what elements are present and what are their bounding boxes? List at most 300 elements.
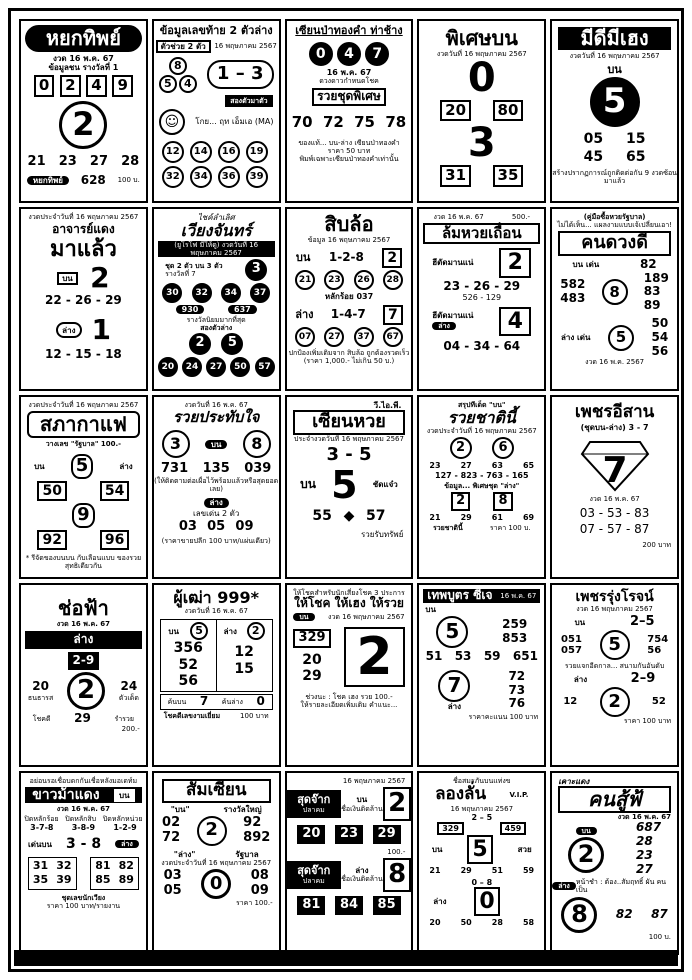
top-seq: 3 - 5	[326, 443, 372, 465]
tag: บน	[293, 613, 314, 621]
main-number: 5	[467, 835, 492, 864]
circle-number: 2	[189, 333, 211, 355]
label-top: บน	[57, 272, 78, 285]
price: 200 บาท	[642, 540, 671, 549]
grid-number: 34	[190, 166, 212, 188]
number: 21	[429, 512, 441, 522]
circle-number: 2	[197, 816, 227, 846]
number: 72	[322, 112, 344, 131]
main-number: 4	[499, 307, 531, 336]
card-two-digit-info: ข้อมูลเลขท้าย 2 ตัวล่าง ตัวช่วย 2 ตัว 16 พฤษภาคม 2567 8 5 4 1 – 3 สองตัวมาตัว ☺ โกย... ฤท เอ็มเอ (MA) 12 14 16 19 32 34 36 39	[152, 19, 281, 203]
number: 89	[118, 873, 134, 887]
circle-number: 5	[436, 616, 468, 648]
subtitle: ไม่ได้เห็น... แผลงามแบบเจ้เปลี่ยนเอา!	[557, 221, 673, 230]
number: 50	[37, 481, 66, 501]
digit-box: 2	[60, 75, 80, 96]
card-date: งวด 16 พฤษภาคม 2567	[576, 605, 653, 614]
card-phu-thao-999	[152, 583, 281, 767]
card-title: ลองลั่น	[435, 784, 487, 805]
price: 100.-	[387, 847, 406, 856]
number: 81	[95, 858, 111, 872]
column-label: ปิดหลักหน่วย	[102, 815, 143, 824]
number: 057	[561, 645, 582, 657]
price: (ราคาขายปลีก 100 บาท/แผ่นเดียว)	[161, 536, 271, 545]
number: 27	[89, 153, 109, 169]
number: 20	[429, 917, 441, 927]
face-icon: ☺	[159, 109, 185, 135]
card-title: รวยชาตินี้	[447, 408, 516, 428]
number: 50	[230, 357, 250, 377]
footer-number: 628	[80, 172, 106, 187]
box-number: 8	[493, 492, 512, 511]
number: 81	[297, 896, 325, 915]
tri-circle: 4	[179, 75, 197, 93]
number: 83	[643, 284, 661, 299]
box-number: 329	[293, 629, 330, 648]
top-text: ให้โชคสำหรับนักเสี่ยงโชค 3 ประการ	[293, 589, 405, 597]
price: ราคา 100 บาท	[623, 717, 671, 726]
number: 23	[335, 825, 363, 844]
card-date: ข้อมูล 16 พฤษภาคม 2567	[307, 236, 391, 244]
circle-number: 7	[438, 670, 470, 702]
label-top: บน	[34, 461, 45, 471]
footer: ช่วงนะ : โชค เฮง รวย 100.-	[305, 692, 393, 701]
label: ฮีตัดมานแน่	[432, 310, 474, 320]
number: 84	[335, 896, 363, 915]
number: 61	[491, 512, 503, 522]
side-label: สวย	[517, 845, 532, 855]
circle-number: 5	[221, 333, 243, 355]
label: รางวัลนิยมมากที่สุด	[186, 315, 246, 324]
card-title: เพชรรุ่งโรจน์	[575, 589, 654, 605]
number: 07	[295, 327, 315, 347]
tag: สรุปทีเด็ด "บน"	[458, 401, 506, 409]
price: ราคาคะแนน 100 บาท	[468, 713, 539, 722]
number: 29	[74, 710, 91, 725]
subtitle: ดวงดาวกำหนดโชค	[319, 76, 379, 85]
number: 82	[118, 858, 134, 872]
label: ธนธารส	[27, 693, 54, 702]
number: 853	[502, 630, 528, 645]
number: 754	[647, 633, 669, 645]
number: 731	[161, 461, 189, 477]
card-phet-rung-rot	[550, 583, 679, 767]
number: 75	[354, 112, 375, 131]
main-seq: 3 - 8	[66, 836, 102, 853]
card-som-sian	[152, 771, 281, 955]
note: ปกป้องเพิ่มเติมจาก สิบล้อ ถูกต้องรวดเร็ว	[288, 349, 410, 358]
seq: 1-2-9	[113, 823, 137, 833]
card-date: งวดวันที่ 16 พ.ค. 67	[184, 401, 248, 409]
top-circle: 2	[382, 248, 402, 268]
top-seq: 1-2-8	[328, 250, 364, 265]
label: บน	[205, 440, 228, 449]
number: 0	[256, 693, 265, 708]
card-title: เทพบูตร ซีเจ	[427, 588, 493, 602]
number: 59	[522, 866, 535, 876]
card-title: เพชรอีสาน	[574, 402, 655, 422]
grid-number: 12	[162, 141, 184, 163]
card-subtitle: ข้อมูลชน รางวัลที่ 1	[48, 63, 119, 73]
tag: ล่าง	[432, 322, 456, 330]
brand-sub: ปลาคม	[302, 806, 325, 815]
digit-box: 4	[86, 75, 106, 96]
card-lom-huay-thuean	[417, 207, 546, 391]
card-date: งวด 16 พ.ค. 67	[433, 213, 484, 221]
card-long-lan	[417, 771, 546, 955]
number: 12	[563, 696, 578, 708]
subtitle: ชื่อเงินติดล้าน	[341, 804, 383, 813]
card-date: 16 พฤษภาคม 2567	[214, 42, 277, 51]
number: 23	[636, 847, 653, 862]
card-title: ข้อมูลเลขท้าย 2 ตัวล่าง	[159, 24, 273, 37]
nums: 04 - 34 - 64	[443, 338, 521, 353]
card-title: สิบล้อ	[324, 212, 374, 236]
card-date: งวด 16 พ.ค. 2567	[585, 358, 645, 367]
card-title: หยกทิพย์	[25, 25, 142, 52]
footer-brand: หยกทิพย์	[27, 176, 69, 185]
number: 65	[522, 461, 535, 471]
footer-strip	[14, 950, 678, 966]
card-title: สภากาแฟ	[27, 411, 140, 438]
number: 70	[291, 112, 313, 131]
label-bottom: ล่าง	[295, 308, 314, 322]
footer: ชุดเลขนักเวียง	[61, 893, 106, 902]
circle-number: 2	[247, 622, 265, 640]
card-phet-isan	[550, 395, 679, 579]
circle-number: 6	[492, 437, 514, 459]
label: บน	[300, 476, 316, 491]
sub-nums: 526 - 129	[462, 293, 502, 303]
number: 54	[651, 329, 669, 344]
number: 23	[429, 461, 441, 471]
box-number: 459	[500, 822, 527, 835]
card-sian-pa-thongkham	[285, 19, 414, 203]
card-title: เซียนป่าทองคำ ท่าช้าง	[295, 24, 403, 37]
number: 483	[560, 291, 586, 306]
main-number-circle: 5	[590, 77, 640, 127]
subtitle: (ชุดบน-ล่าง) 3 - 7	[580, 422, 649, 432]
card-date: งวดวันที่ 16 พ.ค. 67	[184, 607, 248, 616]
bottom-seq: 1-4-7	[330, 307, 366, 322]
number: 12	[234, 644, 254, 661]
number: 59	[483, 648, 501, 663]
label-top: บน	[574, 618, 586, 628]
tag: (คู่มือซื้อหวยรัฐบาล)	[583, 213, 646, 221]
card-date: งวดประจำวันที่ 16 พฤษภาคม 2567	[161, 858, 272, 867]
label: บน	[356, 795, 368, 805]
pair-number: 1	[216, 63, 230, 85]
footer-2: ให้รายละเอียดเพิ่มเติม คำแนะ...	[300, 700, 398, 709]
note: สร้างปรากฏการณ์ถูกติดต่อกัน 9 งวดซ้อนมาแล้ว	[552, 168, 677, 185]
price: ราคา 100.-	[235, 898, 273, 907]
number: 27	[460, 461, 472, 471]
number: 24	[182, 357, 202, 377]
number: 67	[383, 327, 403, 347]
label-top: บน	[576, 827, 597, 835]
label-bottom: ล่าง	[573, 675, 588, 684]
label-top: บน	[431, 845, 443, 855]
card-ruay-chat-nee	[417, 395, 546, 579]
seq: 3-8-9	[71, 823, 96, 833]
number: 05	[163, 882, 182, 898]
box-number: 2	[451, 492, 470, 511]
ball: 0	[309, 42, 333, 66]
number: 31	[32, 858, 49, 872]
number: 637	[228, 305, 257, 314]
highlight-box: รวยชุดพิเศษ	[312, 88, 386, 106]
card-date: งวดวันที่ 16 พฤษภาคม 2567	[436, 50, 527, 58]
lottery-grid	[19, 19, 679, 955]
number: 09	[250, 882, 269, 898]
number: 32	[56, 858, 72, 872]
label-bottom: ล่าง	[223, 626, 237, 636]
price: (ราคา 1,000.- ไม่เกิน 50 บ.)	[303, 357, 395, 366]
card-date: งวด 16 พ.ค. 67	[589, 495, 640, 504]
card-date: ประจำงวดวันที่ 16 พฤษภาคม 2567	[294, 434, 404, 443]
author: โกย... ฤท เอ็มเอ (MA)	[195, 117, 274, 127]
number: 37	[250, 283, 270, 303]
number: 039	[244, 461, 272, 477]
number: 51	[491, 866, 503, 876]
number: 35	[32, 873, 49, 887]
label: รางวัลที่ 7	[165, 269, 196, 278]
card-title: พิเศษบน	[445, 26, 518, 50]
card-title: คนสู้ฟ้	[558, 786, 671, 813]
number: 189	[643, 270, 669, 285]
number: 20	[32, 678, 49, 693]
card-cho-fa	[19, 583, 148, 767]
column-label: ปิดหลักร้อย	[24, 815, 59, 824]
tri-circle: 5	[159, 75, 177, 93]
number: 50	[460, 917, 472, 927]
label-bottom: ล่าง	[119, 461, 133, 471]
subtitle: ข้อมูล... พิเศษชุด "ล่าง"	[444, 481, 520, 490]
circle-number: 5	[608, 325, 634, 351]
number: 051	[561, 633, 582, 645]
second-number: 3	[467, 120, 496, 167]
subtitle: วางเลข "รัฐบาล" 100.-	[45, 440, 122, 449]
label-top: บน	[295, 250, 311, 264]
price: 100 บ.	[117, 176, 140, 185]
subtitle: ชื่อเงินติดล้าน	[341, 875, 383, 884]
circle-number: 2	[600, 687, 630, 717]
lottery-sheet	[8, 8, 684, 972]
number: 582	[560, 277, 586, 292]
main-number: 5	[331, 462, 358, 507]
grid-number: 14	[190, 141, 212, 163]
card-mee-dee-mee-heng	[550, 19, 679, 203]
number: 63	[491, 461, 503, 471]
number: 26	[354, 270, 374, 290]
card-wiang-chan	[152, 207, 281, 391]
card-title: อาจารย์แดง	[52, 222, 115, 237]
label: ล่าง	[355, 866, 369, 876]
number: 56	[651, 343, 669, 358]
card-date: งวด 16 พ.ค. 67	[56, 805, 111, 814]
circle-number: 8	[243, 430, 271, 458]
card-title-2: มาแล้ว	[49, 236, 117, 262]
pair-box: 20	[440, 100, 471, 121]
number: 29	[460, 866, 472, 876]
card-date: งวด 16 พ.ค. 67	[617, 813, 671, 822]
number: 08	[250, 868, 269, 884]
subtitle: รางวัลใหญ่	[223, 804, 262, 814]
number: 21	[429, 866, 441, 876]
number: 65	[626, 148, 646, 165]
label: โชคดี	[32, 714, 51, 723]
card-hai-chok	[285, 583, 414, 767]
number: 82	[639, 256, 657, 271]
number: 51	[425, 648, 443, 663]
card-title: ผู้เฒ่า 999*	[173, 588, 259, 607]
number: 78	[385, 112, 407, 131]
number: 29	[373, 825, 401, 844]
circle-number: 2	[450, 437, 472, 459]
card-sapha-kafae	[19, 395, 148, 579]
price: 100 บ.	[648, 932, 671, 941]
number: 82	[615, 906, 633, 921]
seq: 2 – 5	[471, 812, 493, 822]
number: 72	[162, 829, 181, 845]
card-title-2: เวียงจันทร์	[180, 221, 252, 241]
label-bottom: ล่าง	[56, 322, 82, 338]
ball: 4	[337, 42, 361, 66]
number: 56	[178, 672, 198, 689]
seq: 2–5	[629, 614, 655, 630]
number: 34	[221, 283, 241, 303]
price: 500.-	[511, 213, 531, 221]
number: 03	[163, 868, 182, 884]
note: (ให้ติดตามต่อเผื่อไว้พร้อมแล้วหรือสุดยอดเลย)	[154, 477, 279, 494]
card-title: ให้โชค ให้เฮง ให้รวย	[294, 596, 404, 611]
card-date: งวด 16 พ.ค. 67	[52, 54, 114, 63]
number: 15	[626, 130, 646, 147]
number: 28	[636, 834, 653, 849]
number: 29	[460, 512, 472, 522]
card-date: งวดประจำวันที่ 16 พฤษภาคม 2567	[28, 401, 139, 409]
note: * รีจัดของบนบน กับเลือนแบบ ของรวยสุทธิเดียวกัน	[25, 553, 142, 570]
pair-number: 3	[251, 63, 264, 85]
footer: รวยรับทรัพย์	[361, 529, 404, 539]
label: ฮีตัดมานแน่	[432, 258, 474, 268]
card-date: 16 พฤษภาคม 2567	[342, 777, 406, 785]
note-tag: สองตัวมาตัว	[225, 95, 272, 107]
number: 39	[56, 873, 72, 887]
label-bottom: ล่าง	[433, 896, 447, 906]
circle-number: 5	[600, 630, 630, 660]
card-title: ช่อฟ้า	[57, 596, 109, 620]
label: บน	[607, 63, 622, 77]
number: 09	[235, 519, 254, 535]
note: พิมพ์เฉพาะเซียนป่าทองคำเท่านั้น	[299, 155, 399, 164]
card-date: งวด 16 พฤษภาคม 2567	[328, 612, 405, 621]
number: 73	[508, 682, 526, 697]
circle-number: 8	[602, 279, 628, 305]
main-bottom: 1	[91, 313, 111, 347]
number: 76	[508, 696, 526, 711]
label: "บน"	[170, 804, 190, 814]
card-date: งวดประจำวันที่ 16 พฤษภาคม 2567	[28, 213, 139, 221]
card-sud-jak	[285, 771, 414, 955]
card-ajarn-daeng	[19, 207, 148, 391]
price: ราคา 100 บ.	[489, 524, 531, 533]
number: 02	[162, 814, 181, 830]
label: สองตัวล่าง	[200, 323, 233, 332]
label: ล่าง เด่น	[560, 333, 591, 343]
card-date: งวด 16 พ.ค. 67	[56, 620, 111, 628]
number: 892	[243, 829, 271, 845]
number: 92	[243, 814, 262, 830]
number: 54	[100, 481, 129, 501]
card-date: 16 พ.ค. 67	[500, 591, 537, 600]
diamond-icon	[580, 436, 650, 492]
card-title: ขาวม้าแดง	[32, 787, 100, 804]
tag: ล่าง	[25, 631, 142, 649]
card-date: งวดวันที่ 16 พฤษภาคม 2567	[569, 52, 660, 60]
number: 57	[255, 357, 275, 377]
row-numbers: 07 - 57 - 87	[579, 522, 650, 537]
card-khao-ma-daeng	[19, 771, 148, 955]
label: บน เด่น	[572, 260, 600, 270]
footer: โชคดีเลขงามเยี่ยม	[163, 711, 221, 720]
tag: ล่าง	[115, 840, 139, 848]
brand: สุดจ๊าก	[297, 863, 331, 877]
label: ล่าง	[204, 498, 229, 507]
label: ชุด 2 ตัว บน 3 ตัว	[165, 261, 223, 270]
nums-top: 22 - 26 - 29	[45, 293, 122, 308]
tag: วี.ไอ.พี.	[373, 401, 402, 410]
number: 03	[178, 519, 197, 535]
number: 651	[512, 648, 538, 663]
number: 58	[522, 917, 535, 927]
card-title: ไชค์ลำเลิศ	[197, 213, 235, 222]
number: 89	[643, 298, 661, 313]
subtitle: รัฐบาล	[235, 849, 259, 859]
number: 50	[651, 315, 669, 330]
brand-sub: ปลาคม	[302, 877, 325, 886]
main-number: 2	[344, 627, 404, 687]
main-number: 7	[602, 449, 628, 491]
number: 27	[206, 357, 226, 377]
number: 135	[202, 461, 230, 477]
main-number-circle: 2	[67, 672, 105, 710]
number: 23	[324, 270, 344, 290]
seq: 2-9	[68, 652, 100, 670]
number: 05	[583, 130, 604, 147]
price: 100 บาท	[240, 711, 269, 720]
number: 20	[158, 357, 178, 377]
hex-number: 5	[71, 454, 94, 479]
subtitle: (ยูโรโฟ มีให้ดู) งวดวันที่ 16 พฤษภาคม 2567	[158, 241, 275, 257]
card-ruay-prathab-jai	[152, 395, 281, 579]
main-number: 8	[383, 858, 411, 892]
card-yok-thip	[19, 19, 148, 203]
seq: 3-7-8	[30, 823, 54, 833]
number: 37	[354, 327, 374, 347]
card-title: เซียนหวย	[293, 410, 406, 435]
grid-number: 19	[246, 141, 268, 163]
card-phiset-bon	[417, 19, 546, 203]
number: 55	[312, 507, 332, 524]
circle-number: 3	[245, 259, 267, 281]
digit-box: 9	[112, 75, 132, 96]
bottom-circle: 7	[383, 305, 403, 325]
number: 7	[199, 693, 209, 708]
number: 32	[192, 283, 212, 303]
number: 57	[366, 507, 386, 524]
column-label: ปิดหลักสิบ	[65, 815, 97, 824]
